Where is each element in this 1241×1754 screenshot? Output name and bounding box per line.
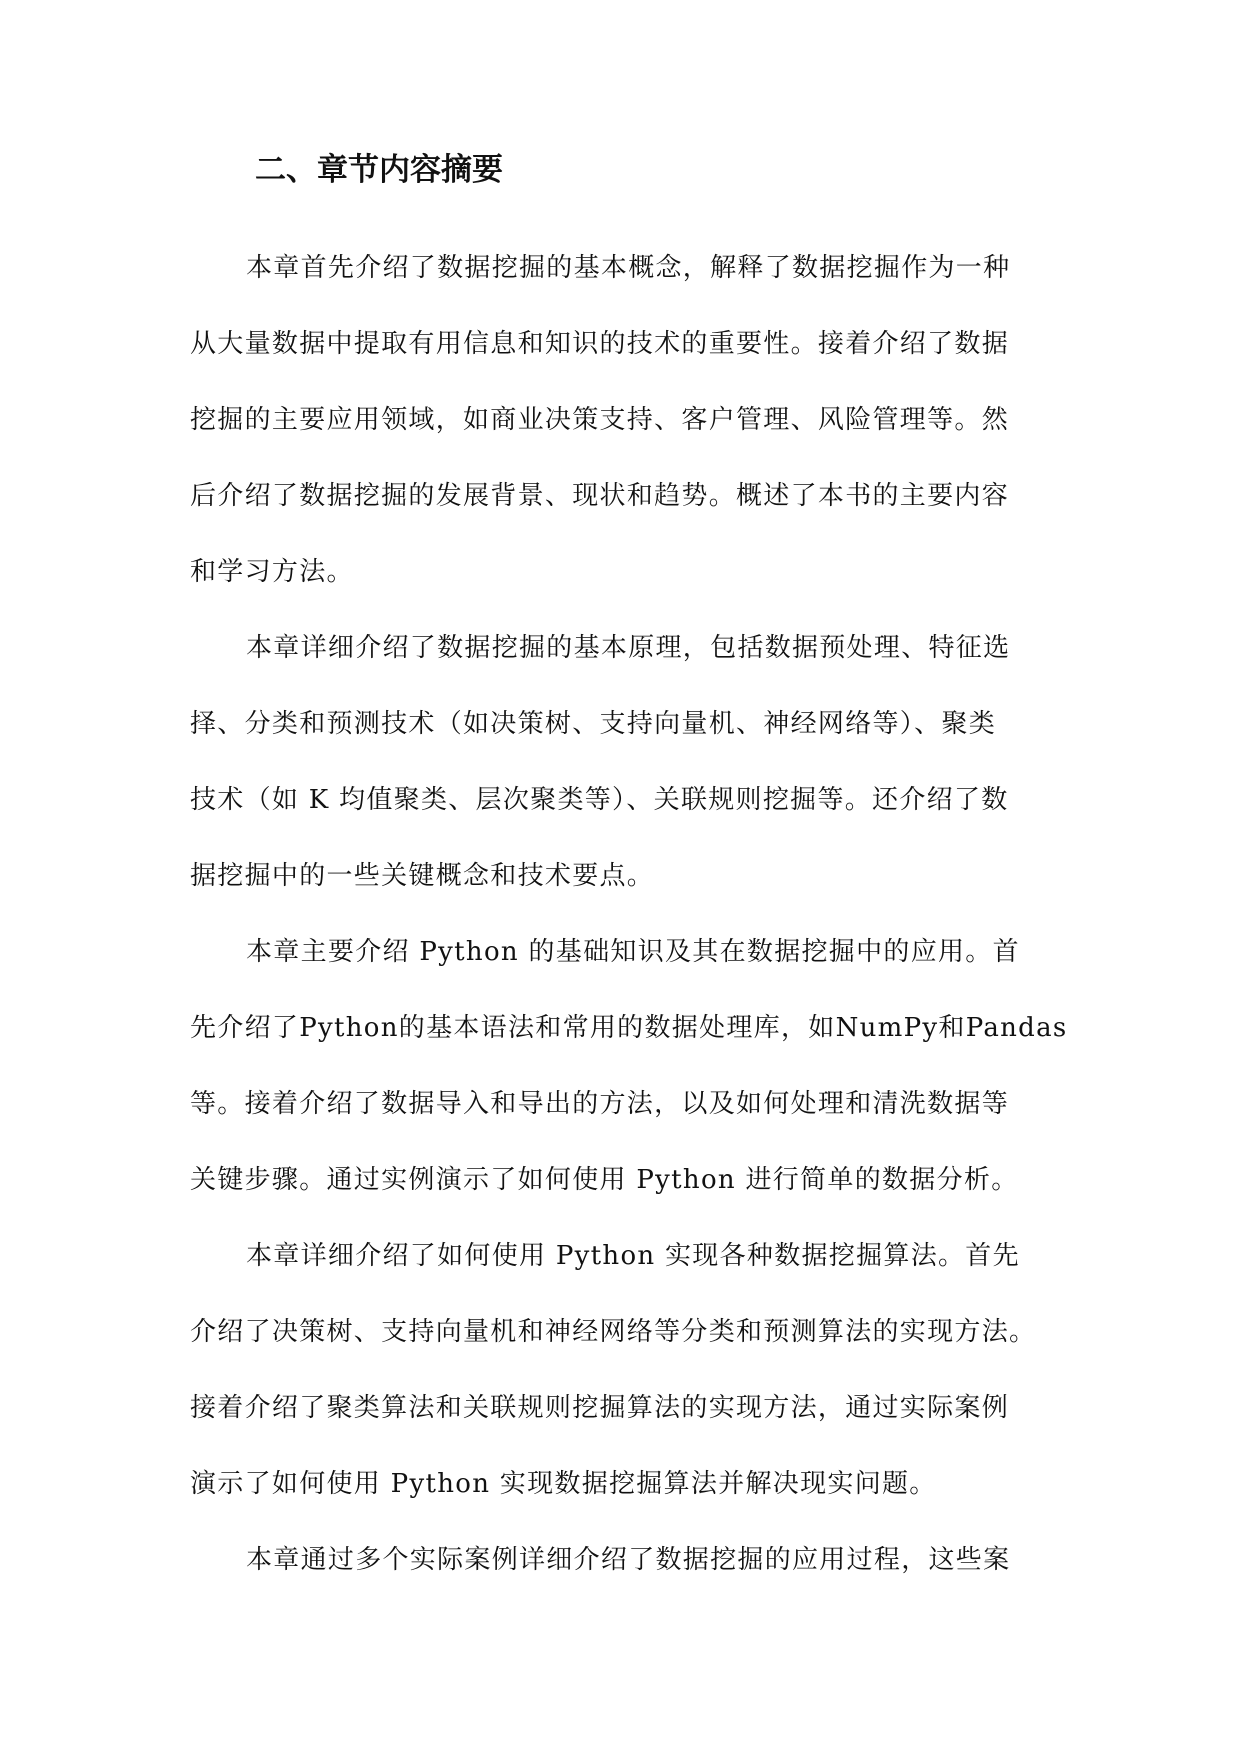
paragraph-2-line-1: 本章详细介绍了数据挖掘的基本原理，包括数据预处理、特征选: [246, 633, 1011, 663]
paragraph-1-line-1: 本章首先介绍了数据挖掘的基本概念，解释了数据挖掘作为一种: [246, 253, 1011, 283]
paragraph-2-line-3: 技术（如 K 均值聚类、层次聚类等）、关联规则挖掘等。还介绍了数: [190, 785, 1009, 815]
section-heading: 二、章节内容摘要: [255, 152, 503, 188]
paragraph-4-line-1: 本章详细介绍了如何使用 Python 实现各种数据挖掘算法。首先: [246, 1241, 1020, 1271]
paragraph-3-line-4: 关键步骤。通过实例演示了如何使用 Python 进行简单的数据分析。: [190, 1165, 1019, 1195]
paragraph-1-line-2: 从大量数据中提取有用信息和知识的技术的重要性。接着介绍了数据: [190, 329, 1010, 359]
paragraph-1-line-4: 后介绍了数据挖掘的发展背景、现状和趋势。概述了本书的主要内容: [190, 481, 1010, 511]
paragraph-5-line-1: 本章通过多个实际案例详细介绍了数据挖掘的应用过程，这些案: [246, 1545, 1011, 1575]
paragraph-2-line-2: 择、分类和预测技术（如决策树、支持向量机、神经网络等）、聚类: [190, 709, 997, 739]
paragraph-1-line-5: 和学习方法。: [190, 557, 354, 587]
paragraph-2-line-4: 据挖掘中的一些关键概念和技术要点。: [190, 861, 655, 891]
paragraph-4-line-4: 演示了如何使用 Python 实现数据挖掘算法并解决现实问题。: [190, 1469, 937, 1499]
paragraph-4-line-2: 介绍了决策树、支持向量机和神经网络等分类和预测算法的实现方法。: [190, 1317, 1037, 1347]
body-text: [190, 230, 1068, 1598]
paragraph-3-line-1: 本章主要介绍 Python 的基础知识及其在数据挖掘中的应用。首: [246, 937, 1020, 967]
paragraph-3-line-2: 先介绍了Python的基本语法和常用的数据处理库，如NumPy和Pandas: [190, 1013, 1068, 1043]
paragraph-4-line-3: 接着介绍了聚类算法和关联规则挖掘算法的实现方法，通过实际案例: [190, 1393, 1010, 1423]
paragraph-1-line-3: 挖掘的主要应用领域，如商业决策支持、客户管理、风险管理等。然: [190, 405, 1010, 435]
paragraph-3-line-3: 等。接着介绍了数据导入和导出的方法，以及如何处理和清洗数据等: [190, 1089, 1010, 1119]
